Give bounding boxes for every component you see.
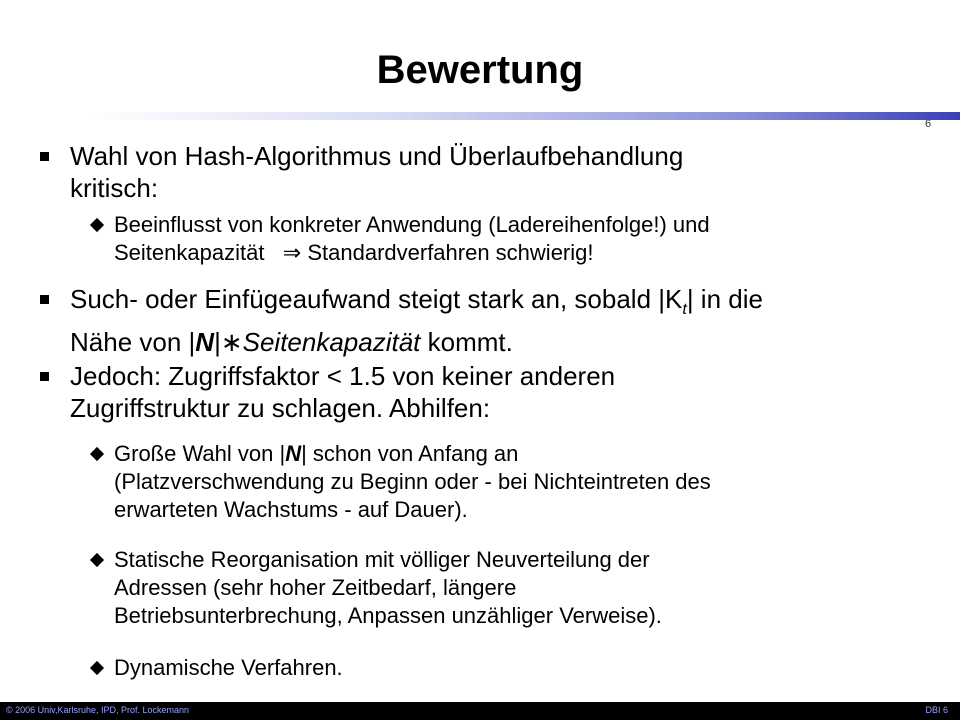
page-number: 6 bbox=[925, 118, 932, 130]
bullet-line: Nähe von |N|∗Seitenkapazität kommt. bbox=[70, 327, 513, 358]
bullet-line: Adressen (sehr hoher Zeitbedarf, längere bbox=[114, 575, 517, 600]
bullet-line: Seitenkapazität ⇒ Standardverfahren schwierig! bbox=[114, 240, 594, 265]
bullet-line: Jedoch: Zugriffsfaktor < 1.5 von keiner anderen bbox=[70, 361, 616, 391]
bullet-line: Wahl von Hash-Algorithmus und Überlaufbehandlung bbox=[70, 141, 684, 171]
square-bullet-icon bbox=[40, 372, 49, 381]
diamond-bullet-icon bbox=[90, 553, 104, 567]
bullet-line: Statische Reorganisation mit völliger Neuverteilung der bbox=[114, 547, 650, 572]
footer-slide-id: DBI 6 bbox=[925, 705, 948, 715]
diamond-bullet-icon bbox=[90, 447, 104, 461]
bullet-line: erwarteten Wachstums - auf Dauer). bbox=[114, 497, 468, 522]
diamond-bullet-icon bbox=[90, 218, 104, 232]
bullet-line: Zugriffstruktur zu schlagen. Abhilfen: bbox=[70, 393, 491, 423]
bullet-line: Dynamische Verfahren. bbox=[114, 655, 343, 680]
square-bullet-icon bbox=[40, 295, 49, 304]
square-bullet-icon bbox=[40, 152, 49, 161]
bullet-line: Such- oder Einfügeaufwand steigt stark an, sobald $|K_t|$ in die bbox=[70, 284, 763, 319]
implies-arrow-icon: ⇒ bbox=[282, 240, 302, 265]
bullet-line: Betriebsunterbrechung, Anpassen unzähliger Verweise). bbox=[114, 603, 662, 628]
bullet-line: Große Wahl von |N| schon von Anfang an bbox=[114, 441, 519, 466]
bullet-line: kritisch: bbox=[70, 173, 159, 203]
bullet-line: Beeinflusst von konkreter Anwendung (Ladereihenfolge!) und bbox=[114, 212, 710, 237]
diamond-bullet-icon bbox=[90, 661, 104, 675]
footer-bar bbox=[0, 702, 960, 720]
bullet-line: (Platzverschwendung zu Beginn oder - bei Nichteintreten des bbox=[114, 469, 711, 494]
slide-title: Bewertung bbox=[376, 48, 584, 92]
footer-copyright: © 2006 Univ,Karlsruhe, IPD, Prof. Lockemann bbox=[6, 705, 190, 715]
